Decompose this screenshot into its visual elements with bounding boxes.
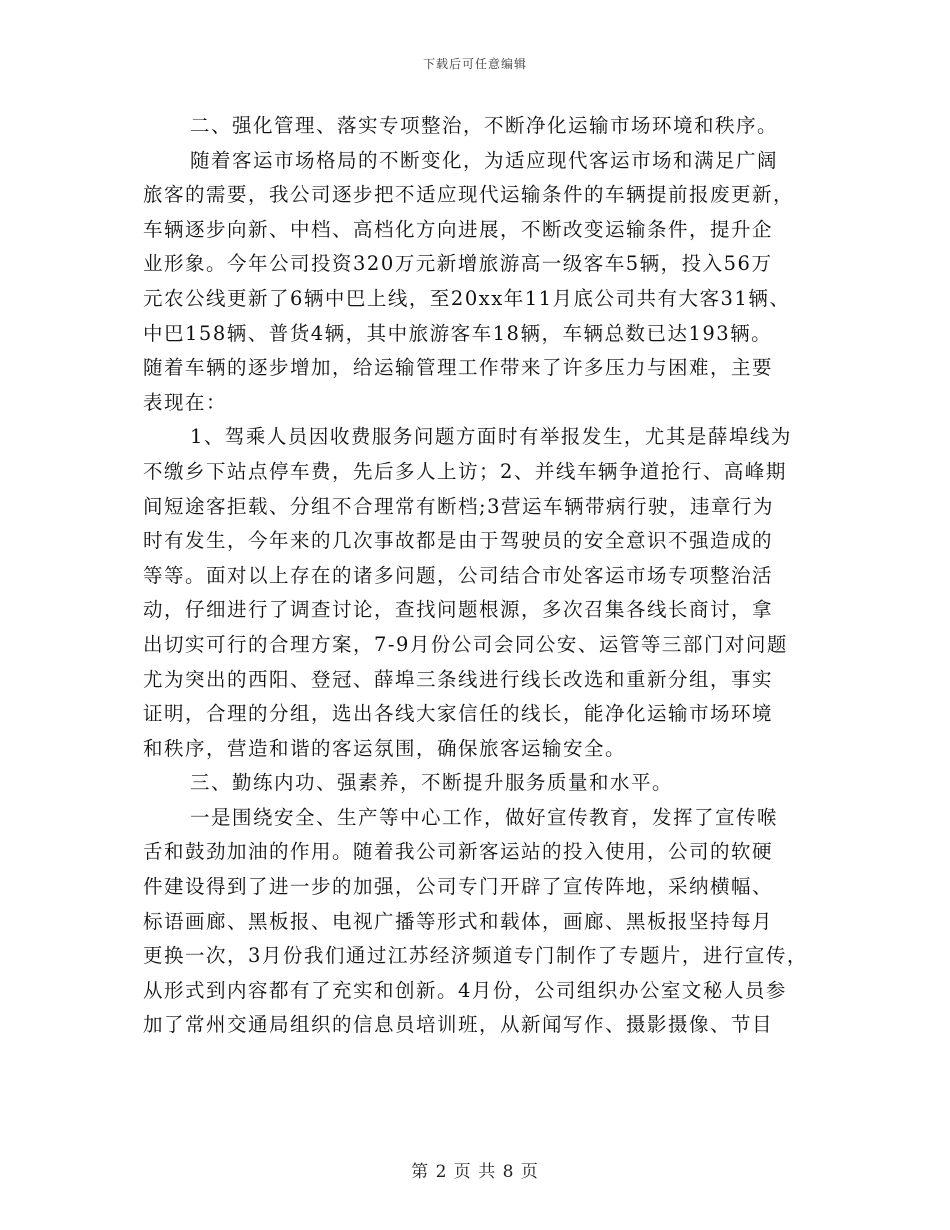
paragraph-line: 车辆逐步向新、中档、高档化方向进展，不断改变运输条件，提升企 <box>143 217 774 241</box>
paragraph-line: 元农公线更新了6辆中巴上线，至20xx年11月底公司共有大客31辆、 <box>143 286 791 310</box>
paragraph-line: 旅客的需要，我公司逐步把不适应现代运输条件的车辆提前报废更新， <box>143 183 795 207</box>
paragraph-line: 和秩序，营造和谐的客运氛围，确保旅客运输安全。 <box>143 736 627 760</box>
paragraph-line: 出切实可行的合理方案，7-9月份公司会同公安、运管等三部门对问题 <box>143 632 788 656</box>
paragraph-line: 随着客运市场格局的不断变化，为适应现代客运市场和满足广阔 <box>190 148 779 172</box>
paragraph-line: 件建设得到了进一步的加强，公司专门开辟了宣传阵地，采纳横幅、 <box>143 875 774 899</box>
section-heading: 二、强化管理、落实专项整治，不断净化运输市场环境和秩序。 <box>190 114 779 137</box>
paragraph-line: 更换一次，3月份我们通过江苏经济频道专门制作了专题片，进行宣传， <box>143 944 808 968</box>
paragraph-line: 表现在： <box>143 390 228 414</box>
paragraph-line: 舌和鼓劲加油的作用。随着我公司新客运站的投入使用，公司的软硬 <box>143 840 774 864</box>
section-heading: 三、勤练内功、强素养，不断提升服务质量和水平。 <box>190 771 674 795</box>
paragraph-line: 随着车辆的逐步增加，给运输管理工作带来了许多压力与困难，主要 <box>143 356 774 380</box>
page-header-note: 下载后可任意编辑 <box>422 57 527 71</box>
document-body <box>143 109 833 1043</box>
paragraph-line: 等等。面对以上存在的诸多问题，公司结合市处客运市场专项整治活 <box>143 563 774 587</box>
paragraph-line: 时有发生，今年来的几次事故都是由于驾驶员的安全意识不强造成的 <box>143 529 774 553</box>
paragraph-line: 尤为突出的西阳、登冠、薛埠三条线进行线长改选和重新分组，事实 <box>143 667 774 691</box>
paragraph-line: 间短途客拒载、分组不合理常有断档;3营运车辆带病行驶，违章行为 <box>143 494 774 518</box>
paragraph-line: 业形象。今年公司投资320万元新增旅游高一级客车5辆，投入56万 <box>143 252 773 276</box>
paragraph-line: 标语画廊、黑板报、电视广播等形式和载体，画廊、黑板报坚持每月 <box>143 909 774 933</box>
page-number: 第 2 页 共 8 页 <box>411 1162 539 1182</box>
paragraph-line: 中巴158辆、普货4辆，其中旅游客车18辆，车辆总数已达193辆。 <box>143 321 773 345</box>
paragraph-line: 从形式到内容都有了充实和创新。4月份，公司组织办公室文秘人员参 <box>143 978 787 1002</box>
paragraph-line: 一是围绕安全、生产等中心工作，做好宣传教育，发挥了宣传喉 <box>190 805 779 829</box>
paragraph-line: 不缴乡下站点停车费，先后多人上访；2、并线车辆争道抢行、高峰期 <box>143 459 787 483</box>
paragraph-line: 1、驾乘人员因收费服务问题方面时有举报发生，尤其是薛埠线为 <box>190 425 792 449</box>
paragraph-line: 加了常州交通局组织的信息员培训班，从新闻写作、摄影摄像、节目 <box>143 1013 774 1037</box>
paragraph-line: 动，仔细进行了调查讨论，查找问题根源，多次召集各线长商讨，拿 <box>143 598 774 622</box>
paragraph-line: 证明，合理的分组，选出各线大家信任的线长，能净化运输市场环境 <box>143 702 774 726</box>
